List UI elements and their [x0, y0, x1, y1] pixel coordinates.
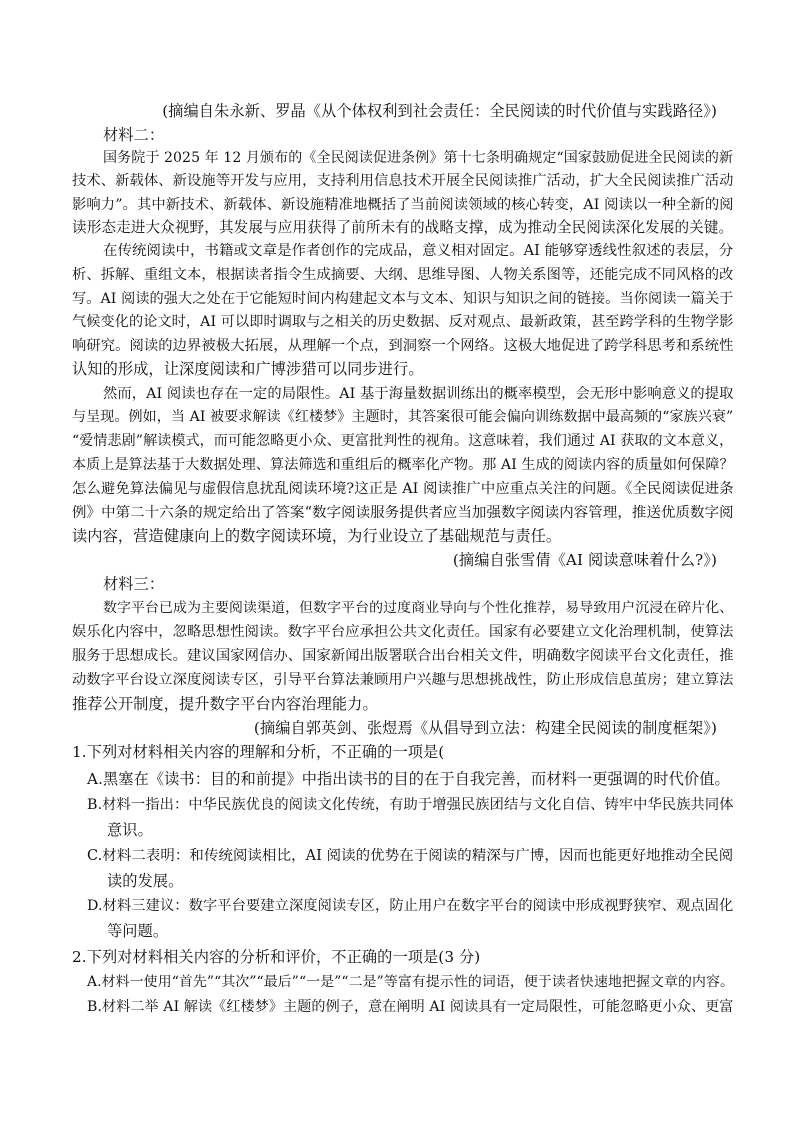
option-a: A.材料一使用“首先”“其次”“最后”“一是”“二是”等富有提示性的词语，便于读者快速地把握文章的内容。	[87, 974, 735, 990]
paragraph-line: 气候变化的论文时，AI 可以即时调取与之相关的历史数据、反对观点、最新政策，甚至跨学科的生物学影	[72, 314, 734, 330]
option-c: C.材料二表明：和传统阅读相比，AI 阅读的优势在于阅读的精深与广博，因而也能更好地推动全民阅	[87, 848, 734, 864]
paragraph-line: 推荐公开制度，提升数字平台内容治理能力。	[72, 695, 378, 713]
paragraph-line: 读内容，营造健康向上的数字阅读环境，为行业设立了基础规范与责任。	[72, 527, 562, 545]
paragraph-line: 动数字平台设立深度阅读专区，引导平台算法兼顾用户兴趣与思想挑战性，防止形成信息茧房；建立算法	[72, 672, 734, 688]
material-three-heading: 材料三：	[103, 575, 165, 593]
paragraph-line: 然而，AI 阅读也存在一定的局限性。AI 基于海量数据训练出的概率模型，会无形中影响意义的提取	[103, 386, 734, 402]
paragraph-line: 认知的形成，让深度阅读和广博涉猎可以同步进行。	[72, 360, 424, 378]
paragraph-line: 服务于思想成长。建议国家网信办、国家新闻出版署联合出台相关文件，明确数字阅读平台文化责任，推	[72, 648, 734, 664]
option-c-continued: 读的发展。	[107, 872, 184, 890]
option-b: B.材料一指出：中华民族优良的阅读文化传统，有助于增强民族团结与文化自信、铸牢中华民族共同体	[87, 797, 734, 813]
paragraph-line: 写。AI 阅读的强大之处在于它能短时间内构建起文本与文本、知识与知识之间的链接。当你阅读一篇关于	[72, 291, 734, 307]
paragraph-line: 本质上是算法基于大数据处理、算法筛选和重组后的概率化产物。那 AI 生成的阅读内容的质量如何保障？	[72, 457, 734, 473]
paragraph-line: “爱情悲剧”解读模式，而可能忽略更小众、更富批判性的视角。这意味着，我们通过 AI 获取的文本意义，	[72, 433, 734, 449]
paragraph-line: 在传统阅读中，书籍或文章是作者创作的完成品，意义相对固定。AI 能够穿透线性叙述的表层，分	[103, 243, 734, 259]
paragraph-line: 与呈现。例如，当 AI 被要求解读《红楼梦》主题时，其答案很可能会偏向训练数据中最高频的“家族兴衰”	[72, 409, 734, 425]
paragraph-line: 响研究。阅读的边界被极大拓展，从理解一个点，到洞察一个网络。这极大地促进了跨学科思考和系统性	[72, 338, 734, 354]
paragraph-line: 数字平台已成为主要阅读渠道，但数字平台的过度商业导向与个性化推荐，易导致用户沉浸在碎片化、	[103, 600, 734, 616]
paragraph-line: 国务院于 2025 年 12 月颁布的《全民阅读促进条例》第十七条明确规定“国家鼓励促进全民阅读的新	[103, 150, 734, 166]
question-two-stem: 2.下列对材料相关内容的分析和评价，不正确的一项是(3 分)	[72, 948, 481, 966]
paragraph-line: 影响力”。其中新技术、新载体、新设施精准地概括了当前阅读领域的核心转变，AI 阅读以一种全新的阅	[72, 197, 734, 213]
paragraph-line: 怎么避免算法偏见与虚假信息扰乱阅读环境?这正是 AI 阅读推广中应重点关注的问题。《全民阅读促进条	[72, 481, 734, 497]
material-two-heading: 材料二：	[103, 126, 165, 144]
paragraph-line: 技术、新载体、新设施等开发与应用，支持利用信息技术开展全民阅读推广活动，扩大全民阅读推广活动	[72, 173, 734, 189]
citation-material-three: (摘编自郭英剑、张煜焉《从倡导到立法：构建全民阅读的制度框架》)	[253, 719, 717, 737]
option-a: A.黑塞在《读书：目的和前提》中指出读书的目的在于自我完善，而材料一更强调的时代价值。	[87, 770, 730, 788]
option-b: B.材料二举 AI 解读《红楼梦》主题的例子，意在阐明 AI 阅读具有一定局限性，可能忽略更小众、更富	[87, 999, 734, 1015]
option-d: D.材料三建议：数字平台要建立深度阅读专区，防止用户在数字平台的阅读中形成视野狭窄、观点固化	[87, 898, 734, 914]
citation-material-two: (摘编自张雪倩《AI 阅读意味着什么?》)	[452, 551, 717, 569]
paragraph-line: 读形态走进大众视野，其发展与应用获得了前所未有的战略支撑，成为推动全民阅读深化发展的关键。	[72, 219, 734, 236]
citation-material-one: (摘编自朱永新、罗晶《从个体权利到社会责任：全民阅读的时代价值与实践路径》)	[162, 102, 717, 120]
option-d-continued: 等问题。	[107, 922, 169, 940]
paragraph-line: 娱乐化内容中，忽略思想性阅读。数字平台应承担公共文化责任。国家有必要建立文化治理机制，使算法	[72, 624, 734, 640]
paragraph-line: 析、拆解、重组文本，根据读者指令生成摘要、大纲、思维导图、人物关系图等，还能完成不同风格的改	[72, 267, 734, 283]
question-one-stem: 1.下列对材料相关内容的理解和分析，不正确的一项是(	[72, 743, 445, 761]
paragraph-line: 例》中第二十六条的规定给出了答案“数字阅读服务提供者应当加强数字阅读内容管理，推送优质数字阅	[72, 505, 734, 521]
option-b-continued: 意识。	[107, 821, 153, 839]
